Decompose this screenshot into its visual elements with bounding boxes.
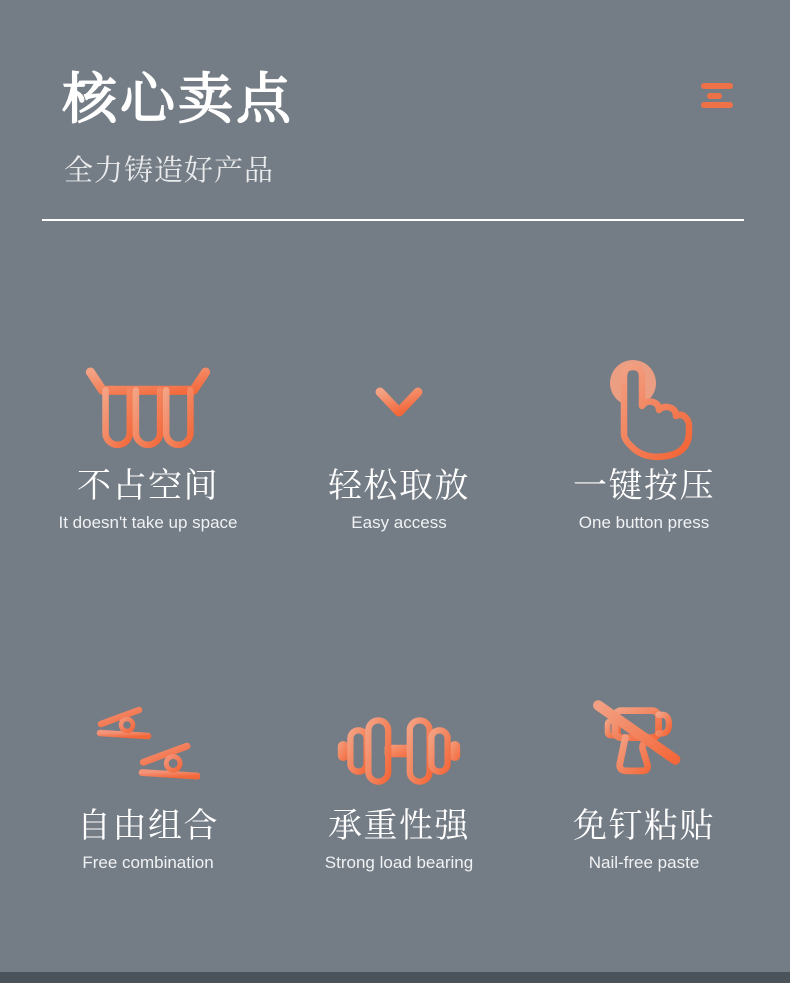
hook-rack-icon (38, 350, 258, 462)
clips-icon (38, 690, 258, 802)
feature-subtitle: Strong load bearing (324, 852, 474, 872)
header-divider (42, 219, 744, 221)
feature-subtitle: It doesn't take up space (58, 512, 238, 532)
feature-title: 不占空间 (77, 467, 219, 505)
hamburger-bar (701, 102, 733, 108)
feature-title: 轻松取放 (328, 467, 470, 505)
feature-subtitle: Nail-free paste (588, 852, 700, 872)
feature-subtitle: One button press (578, 512, 710, 532)
feature-subtitle: Free combination (82, 852, 214, 872)
feature-title: 承重性强 (328, 807, 470, 845)
feature-card-nail-free (534, 690, 754, 873)
feature-subtitle: Easy access (351, 512, 447, 532)
press-finger-icon (534, 350, 754, 462)
feature-title: 免钉粘贴 (573, 807, 715, 845)
feature-card-no-space (38, 350, 258, 533)
dumbbell-icon (289, 690, 509, 802)
hamburger-bar (707, 93, 722, 99)
page-header (62, 68, 294, 189)
page-title: 核心卖点 (62, 68, 295, 130)
feature-title: 一键按压 (573, 467, 715, 505)
page-subtitle: 全力铸造好产品 (64, 155, 275, 188)
feature-card-free-combination (38, 690, 258, 873)
feature-card-easy-access (289, 350, 509, 533)
hamburger-lines-icon (701, 83, 734, 112)
feature-card-one-press (534, 350, 754, 533)
hamburger-bar (701, 83, 733, 89)
download-arrow-icon (289, 350, 509, 462)
feature-title: 自由组合 (77, 807, 219, 845)
no-drill-icon (534, 690, 754, 802)
feature-card-load-bearing (289, 690, 509, 873)
footer-strip (0, 972, 790, 983)
